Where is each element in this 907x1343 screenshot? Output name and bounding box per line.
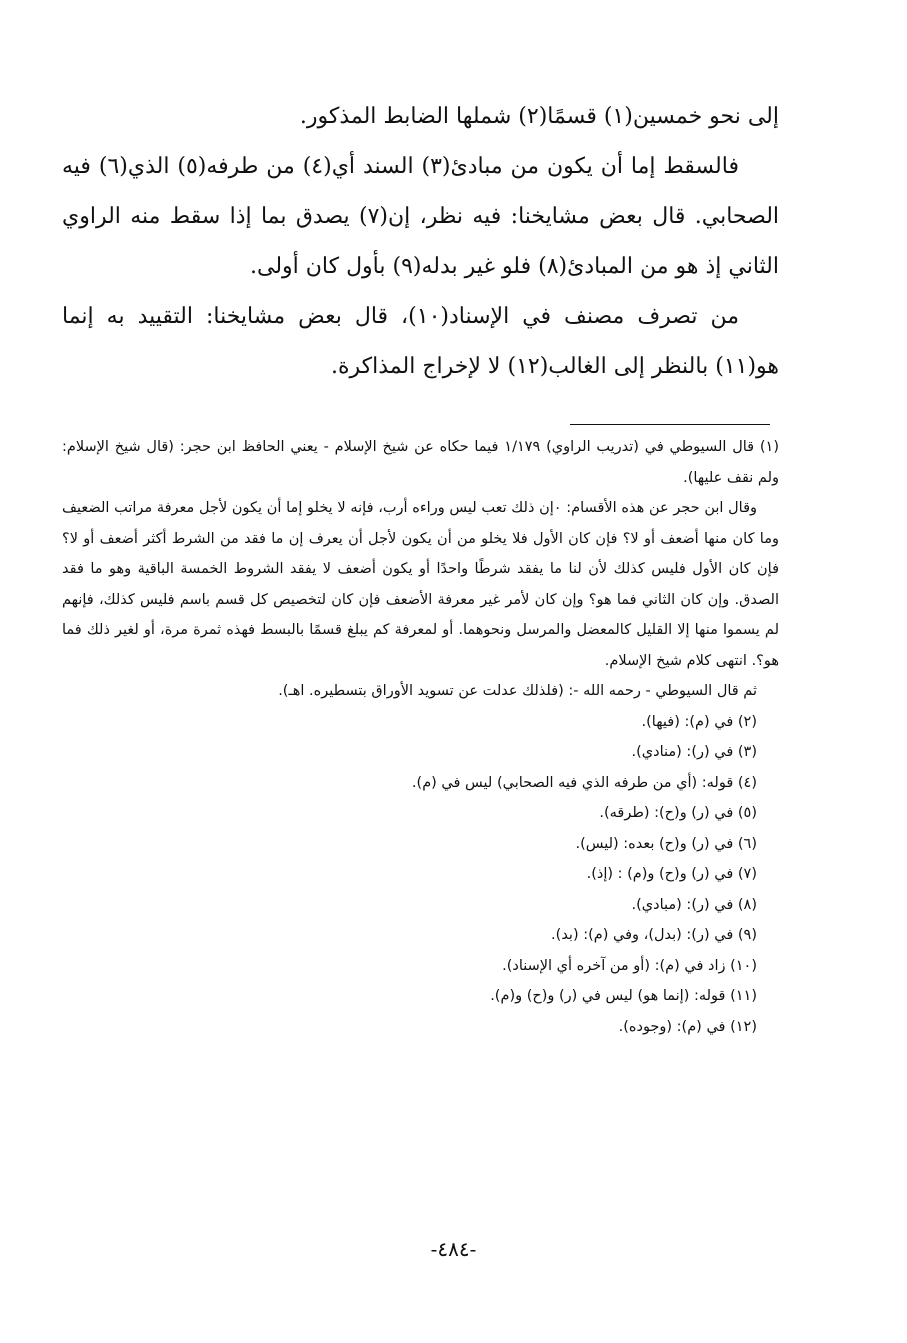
footnote-9: (٩) في (ر): (بدل)، وفي (م): (بد). <box>551 927 757 943</box>
main-paragraph: من تصرف مصنف في الإسناد(١٠)، قال بعض مشايخنا: التقييد به إنما هو(١١) بالنظر إلى الغالب(١٢) لا لإخراج المذاكرة. <box>62 304 779 379</box>
main-paragraph: إلى نحو خمسين(١) قسمًا(٢) شملها الضابط المذكور. <box>299 104 779 129</box>
footnote-1: (١) قال السيوطي في (تدريب الراوي) ١/١٧٩ فيما حكاه عن شيخ الإسلام - يعني الحافظ ابن حجر: (قال شيخ الإسلام: ولم نقف عليها). <box>62 439 779 486</box>
footnote-4: (٤) قوله: (أي من طرفه الذي فيه الصحابي) ليس في (م). <box>411 774 757 791</box>
footnotes <box>62 432 779 1042</box>
page-number: -٤٨٤- <box>430 1237 477 1261</box>
footnote-11: (١١) قوله: (إنما هو) ليس في (ر) و(ح) و(م). <box>490 988 757 1004</box>
footnote-3: (٣) في (ر): (منادي). <box>631 744 757 760</box>
footnote-divider <box>570 424 770 425</box>
main-paragraph: فالسقط إما أن يكون من مبادئ(٣) السند أي(٤) من طرفه(٥) الذي(٦) فيه الصحابي. قال بعض مشايخنا: فيه نظر، إن(٧) يصدق بما إذا سقط منه الراوي الثاني إذ هو من المبادئ(٨) فلو غير بدله(٩) بأول كان أولى. <box>62 154 780 279</box>
footnote-1-continuation: وقال ابن حجر عن هذه الأقسام: ٠إن ذلك تعب ليس وراءه أرب، فإنه لا يخلو إما أن يكون لأجل معرفة مراتب الضعيف وما كان منها أضعف أو لا؟ فإن كان الأول فلا يخلو من أن يكون لأجل أن يعرف إن ما فقد من الشرط أكثر أضعف أو لا؟ فإن كان الأول فليس كذلك لأن لنا ما يفقد شرطًا واحدًا أو يكون أضعف لا يفقد الشروط الخمسة الباقية وهو ما فقد الصدق. وإن كان الثاني فما هو؟ وإن كان لأمر غير معرفة الأضعف فإن كان لتخصيص كل قسم باسم فليس كذلك، فإنهم لم يسموا منها إلا القليل كالمعضل والمرسل ونحوهما. أو لمعرفة كم يبلغ قسمًا بالبسط فهذه ثمرة مرة، أو لغير ذلك فما هو؟. انتهى كلام شيخ الإسلام. <box>62 500 779 669</box>
footnote-12: (١٢) في (م): (وجوده). <box>618 1018 757 1035</box>
footnote-7: (٧) في (ر) و(ح) و(م) : (إذ). <box>586 866 757 882</box>
footnote-6: (٦) في (ر) و(ح) بعده: (ليس). <box>575 835 757 852</box>
footnote-2: (٢) في (م): (فيها). <box>641 713 757 730</box>
footnote-8: (٨) في (ر): (مبادي). <box>631 896 757 913</box>
footnote-10: (١٠) زاد في (م): (أو من آخره أي الإسناد). <box>502 957 757 974</box>
footnote-1-conclusion: ثم قال السيوطي - رحمه الله -: (فلذلك عدلت عن تسويد الأوراق بتسطيره. اهـ). <box>278 683 757 699</box>
main-text <box>62 92 779 392</box>
footnote-5: (٥) في (ر) و(ح): (طرقه). <box>599 805 757 821</box>
